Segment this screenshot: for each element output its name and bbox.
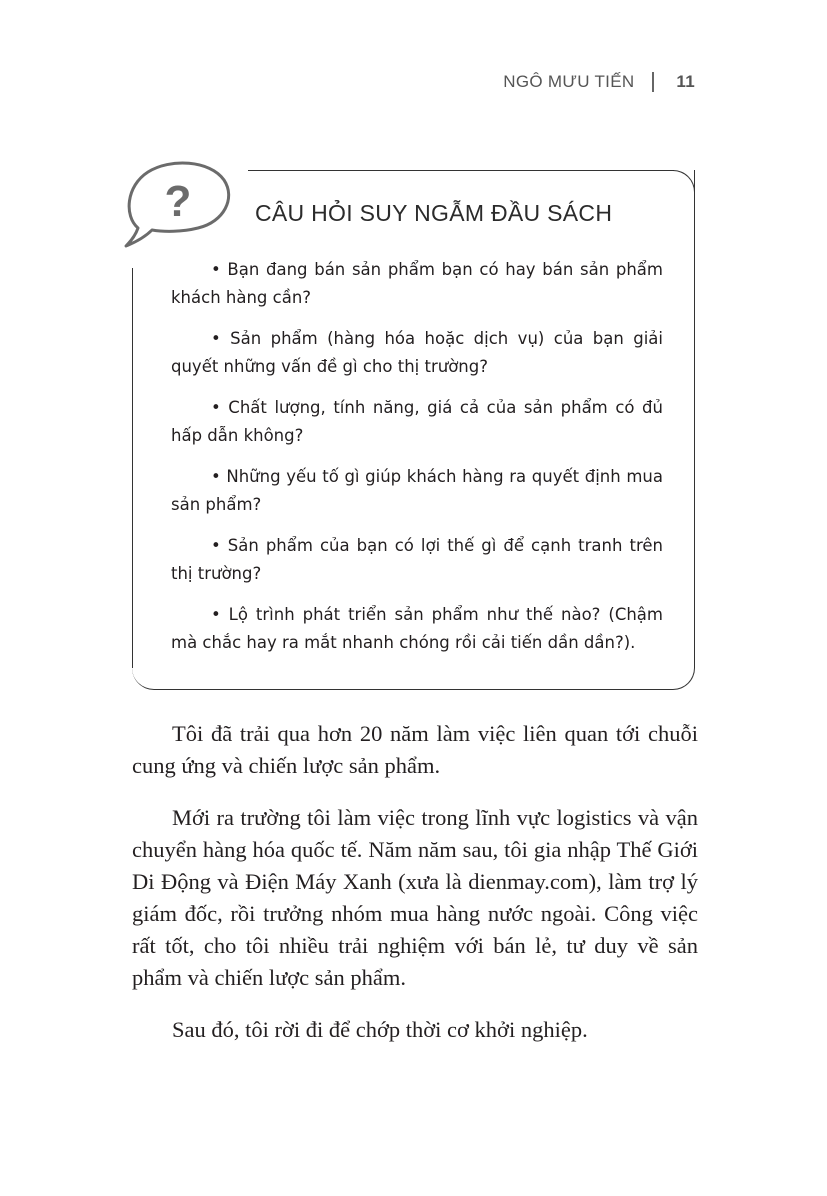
header-divider — [652, 72, 654, 92]
question-item: • Lộ trình phát triển sản phẩm như thế nào? (Chậm mà chắc hay ra mắt nhanh chóng rồi cải tiến dần dần?). — [171, 605, 663, 652]
svg-text:?: ? — [164, 177, 192, 226]
question-item: • Bạn đang bán sản phẩm bạn có hay bán sản phẩm khách hàng cần? — [171, 260, 663, 307]
question-item: • Những yếu tố gì giúp khách hàng ra quyết định mua sản phẩm? — [171, 467, 663, 514]
box-left-border — [132, 268, 133, 668]
body-paragraph: Sau đó, tôi rời đi để chớp thời cơ khởi nghiệp. — [172, 1017, 588, 1042]
body-paragraph: Mới ra trường tôi làm việc trong lĩnh vực logistics và vận chuyển hàng hóa quốc tế. Năm năm sau, tôi gia nhập Thế Giới Di Động và Điện Máy Xanh (xưa là dienmay.com), làm trợ lý giám đốc, rồi trưởng nhóm mua hàng nước ngoài. Công việc rất tốt, cho tôi nhiều trải nghiệm với bán lẻ, tư duy về sản phẩm và chiến lược sản phẩm. — [132, 805, 698, 990]
question-item: • Sản phẩm của bạn có lợi thế gì để cạnh tranh trên thị trường? — [171, 536, 663, 583]
question-speech-bubble-icon — [120, 158, 235, 250]
question-item: • Sản phẩm (hàng hóa hoặc dịch vụ) của bạn giải quyết những vấn đề gì cho thị trường? — [171, 329, 663, 376]
question-item: • Chất lượng, tính năng, giá cả của sản phẩm có đủ hấp dẫn không? — [171, 398, 663, 445]
body-paragraph: Tôi đã trải qua hơn 20 năm làm việc liên quan tới chuỗi cung ứng và chiến lược sản phẩm. — [132, 721, 698, 778]
author-name: NGÔ MƯU TIẾN — [503, 72, 635, 91]
box-top-border — [248, 170, 674, 171]
question-list — [171, 256, 663, 670]
running-head — [503, 72, 695, 92]
body-text — [132, 718, 698, 1066]
box-title: CÂU HỎI SUY NGẪM ĐẦU SÁCH — [255, 200, 613, 226]
page-number: 11 — [676, 72, 695, 91]
